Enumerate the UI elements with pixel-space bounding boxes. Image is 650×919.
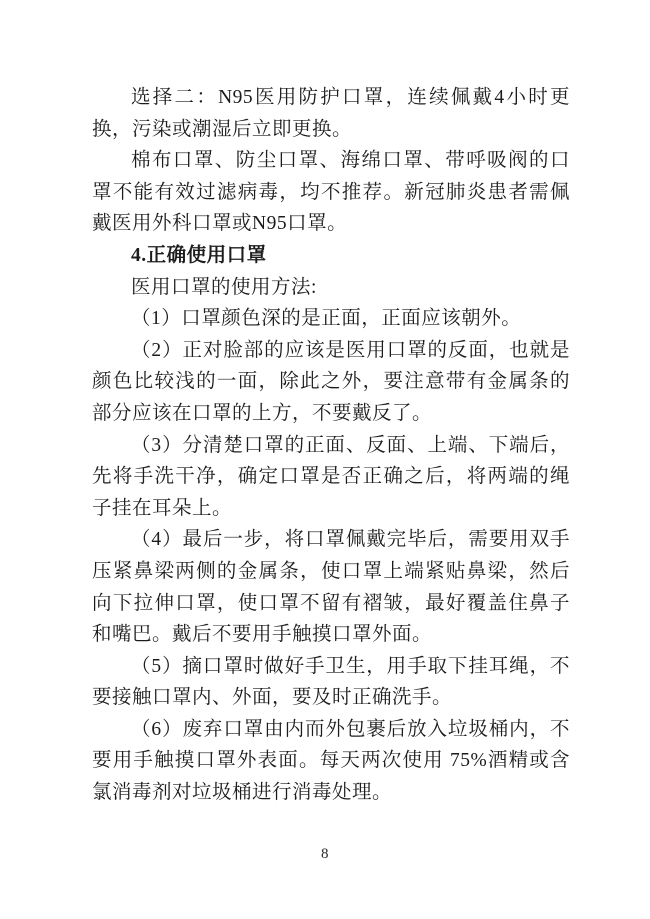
para-usage-method-intro: 医用口罩的使用方法: [131,276,317,298]
para-step-6: （6）废弃口罩由内而外包裹后放入垃圾桶内，不要用手触摸口罩外表面。每天两次使用 75%酒精或含氯消毒剂对垃圾桶进行消毒处理。 [92,718,570,804]
para-mask-types-not-recommended: 棉布口罩、防尘口罩、海绵口罩、带呼吸阀的口罩不能有效过滤病毒，均不推荐。新冠肺炎患者需佩戴医用外科口罩或N95口罩。 [92,150,570,235]
text-content [92,82,570,809]
page-footer [0,844,650,864]
para-step-2: （2）正对脸部的应该是医用口罩的反面，也就是颜色比较浅的一面，除此之外，要注意带有金属条的部分应该在口罩的上方，不要戴反了。 [92,339,570,424]
para-step-3: （3）分清楚口罩的正面、反面、上端、下端后，先将手洗干净，确定口罩是否正确之后，将两端的绳子挂在耳朵上。 [92,434,570,519]
para-step-5: （5）摘口罩时做好手卫生，用手取下挂耳绳，不要接触口罩内、外面，要及时正确洗手。 [92,655,570,709]
para-step-4: （4）最后一步，将口罩佩戴完毕后，需要用双手压紧鼻梁两侧的金属条，使口罩上端紧贴鼻梁，然后向下拉伸口罩，使口罩不留有褶皱，最好覆盖住鼻子和嘴巴。戴后不要用手触摸口罩外面。 [92,529,570,646]
para-mask-choice-two: 选择二：N95医用防护口罩，连续佩戴4小时更换，污染或潮湿后立即更换。 [92,87,570,140]
para-step-1: （1）口罩颜色深的是正面，正面应该朝外。 [131,308,522,330]
page-number: 8 [321,846,329,862]
heading-correct-mask-usage: 4.正确使用口罩 [131,244,267,266]
